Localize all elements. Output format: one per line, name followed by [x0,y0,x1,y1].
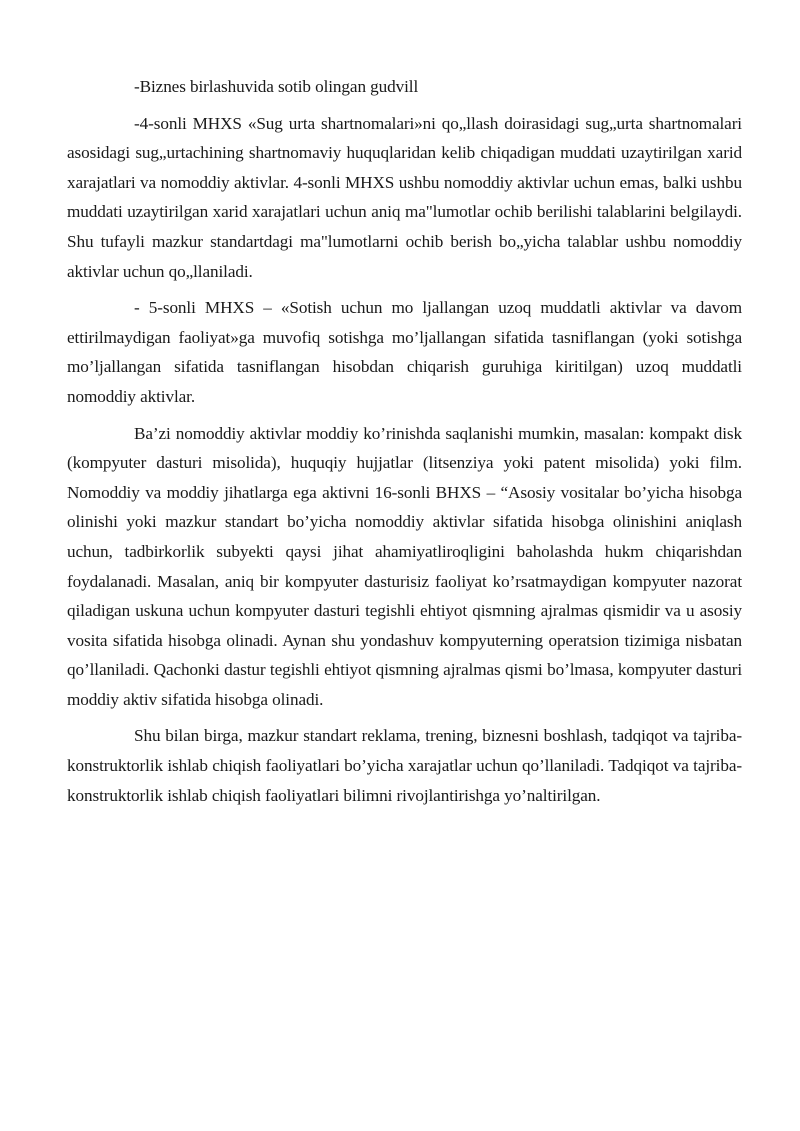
paragraph-physical-form: Ba’zi nomoddiy aktivlar moddiy ko’rinishda saqlanishi mumkin, masalan: kompakt disk (kompyuter dasturi misolida), huquqiy hujjatlar (litsenziya yoki patent misolida) yoki film. Nomoddiy va moddiy jihatlarga ega aktivni 16-sonli BHXS – “Asosiy vositalar bo’yicha hisobga olinishi yoki mazkur standart bo’yicha nomoddiy aktivlar sifatida hisobga olinishini aniqlash uchun, tadbirkorlik subyekti qaysi jihat ahamiyatliroqligini baholashda hukm chiqarishdan foydalanadi. Masalan, aniq bir kompyuter dasturisiz faoliyat ko’rsatmaydigan kompyuter nazorat qiladigan uskuna uchun kompyuter dasturi tegishli ehtiyot qismning ajralmas qismidir va u asosiy vosita sifatida hisobga olinadi. Aynan shu yondashuv kompyuterning operatsion tizimiga nisbatan qo’llaniladi. Qachonki dastur tegishli ehtiyot qismning ajralmas qismi bo’lmasa, kompyuter dasturi moddiy aktiv sifatida hisobga olinadi. [67,423,742,709]
paragraph-goodwill: -Biznes birlashuvida sotib olingan gudvill [134,77,419,96]
paragraph-scope-expenses: Shu bilan birga, mazkur standart reklama, trening, biznesni boshlash, tadqiqot va tajriba-konstruktorlik ishlab chiqish faoliyatlari bo’yicha xarajatlar uchun qo’llaniladi. Tadqiqot va tajriba-konstruktorlik ishlab chiqish faoliyatlari bilimni rivojlantirishga yo’naltirilgan. [67,726,742,805]
paragraph-ifrs5: - 5-sonli MHXS – «Sotish uchun mo ljallangan uzoq muddatli aktivlar va davom ettirilmaydigan faoliyat»ga muvofiq sotishga mo’ljallangan sifatida tasniflangan (yoki sotishga mo’ljallangan sifatida tasniflangan hisobdan chiqarish guruhiga kiritilgan) uzoq muddatli nomoddiy aktivlar. [67,298,742,406]
paragraph-ifrs4: -4-sonli MHXS «Sug urta shartnomalari»ni qo„llash doirasidagi sug„urta shartnomalari asosidagi sug„urtachining shartnomaviy huquqlaridan kelib chiqadigan muddati uzaytirilgan xarid xarajatlari va nomoddiy aktivlar. 4-sonli MHXS ushbu nomoddiy aktivlar uchun emas, balki ushbu muddati uzaytirilgan xarid xarajatlari uchun aniq ma"lumotlar ochib berilishi talablarini belgilaydi. Shu tufayli mazkur standartdagi ma"lumotlarni ochib berish bo„yicha talablar ushbu nomoddiy aktivlar uchun qo„llaniladi. [67,113,742,281]
document-page [67,72,742,810]
